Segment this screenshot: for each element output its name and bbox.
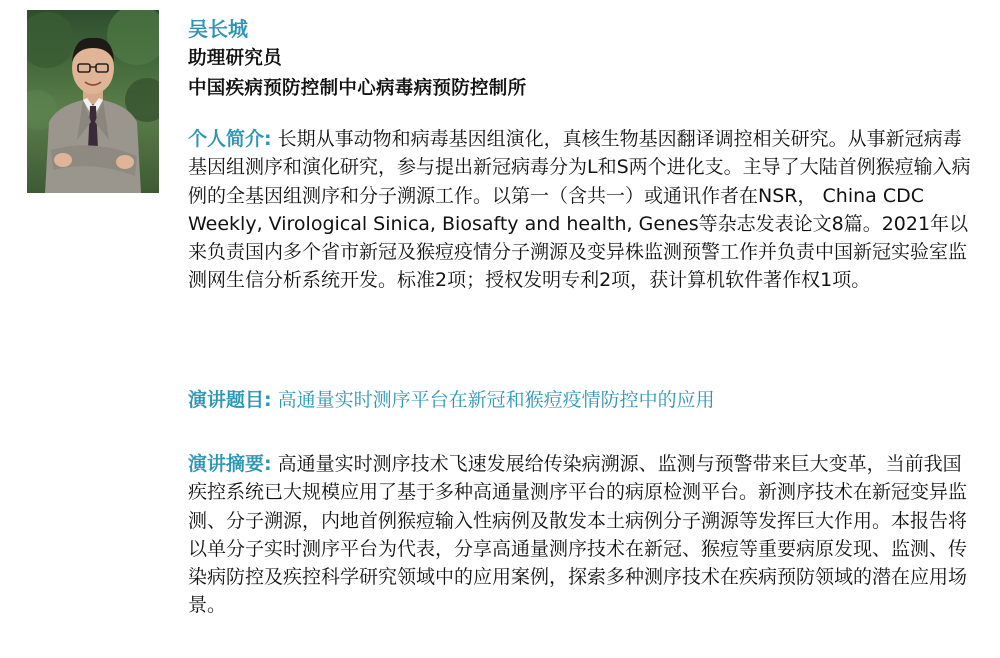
talk-section [188,386,978,414]
bio-section [188,125,978,295]
abstract-label: 演讲摘要: [188,453,272,475]
abstract-text: 高通量实时测序技术飞速发展给传染病溯源、监测与预警带来巨大变革，当前我国疾控系统已大规模应用了基于多种高通量测序平台的病原检测平台。新测序技术在新冠变异监测、分子溯源，内地首例猴痘输入性病例及散发本土病例分子溯源等发挥巨大作用。本报告将以单分子实时测序平台为代表，分享高通量测序技术在新冠、猴痘等重要病原发现、监测、传染病防控及疾控科学研究领域中的应用案例，探索多种测序技术在疾病预防领域的潜在应用场景。 [188,453,968,617]
speaker-name: 吴长城 [188,17,248,41]
talk-label: 演讲题目: [188,389,272,411]
abstract-section [188,450,978,620]
talk-title: 高通量实时测序平台在新冠和猴痘疫情防控中的应用 [277,389,715,411]
speaker-header [188,14,526,104]
speaker-portrait-illustration [27,10,159,193]
speaker-photo [27,10,159,193]
speaker-title: 助理研究员 [188,48,283,69]
bio-label: 个人简介: [188,128,272,150]
bio-text: 长期从事动物和病毒基因组演化，真核生物基因翻译调控相关研究。从事新冠病毒基因组测序和演化研究，参与提出新冠病毒分为L和S两个进化支。主导了大陆首例猴痘输入病例的全基因组测序和分子溯源工作。以第一（含共一）或通讯作者在NSR， China CDC Weekly, Virological Sinica, Biosafty and health, Genes等杂志发表论文8篇。2021年以来负责国内多个省市新冠及猴痘疫情分子溯源及变异株监测预警工作并负责中国新冠实验室监测网生信分析系统开发。标准2项；授权发明专利2项，获计算机软件著作权1项。 [188,128,971,292]
speaker-organization: 中国疾病预防控制中心病毒病预防控制所 [188,78,527,99]
